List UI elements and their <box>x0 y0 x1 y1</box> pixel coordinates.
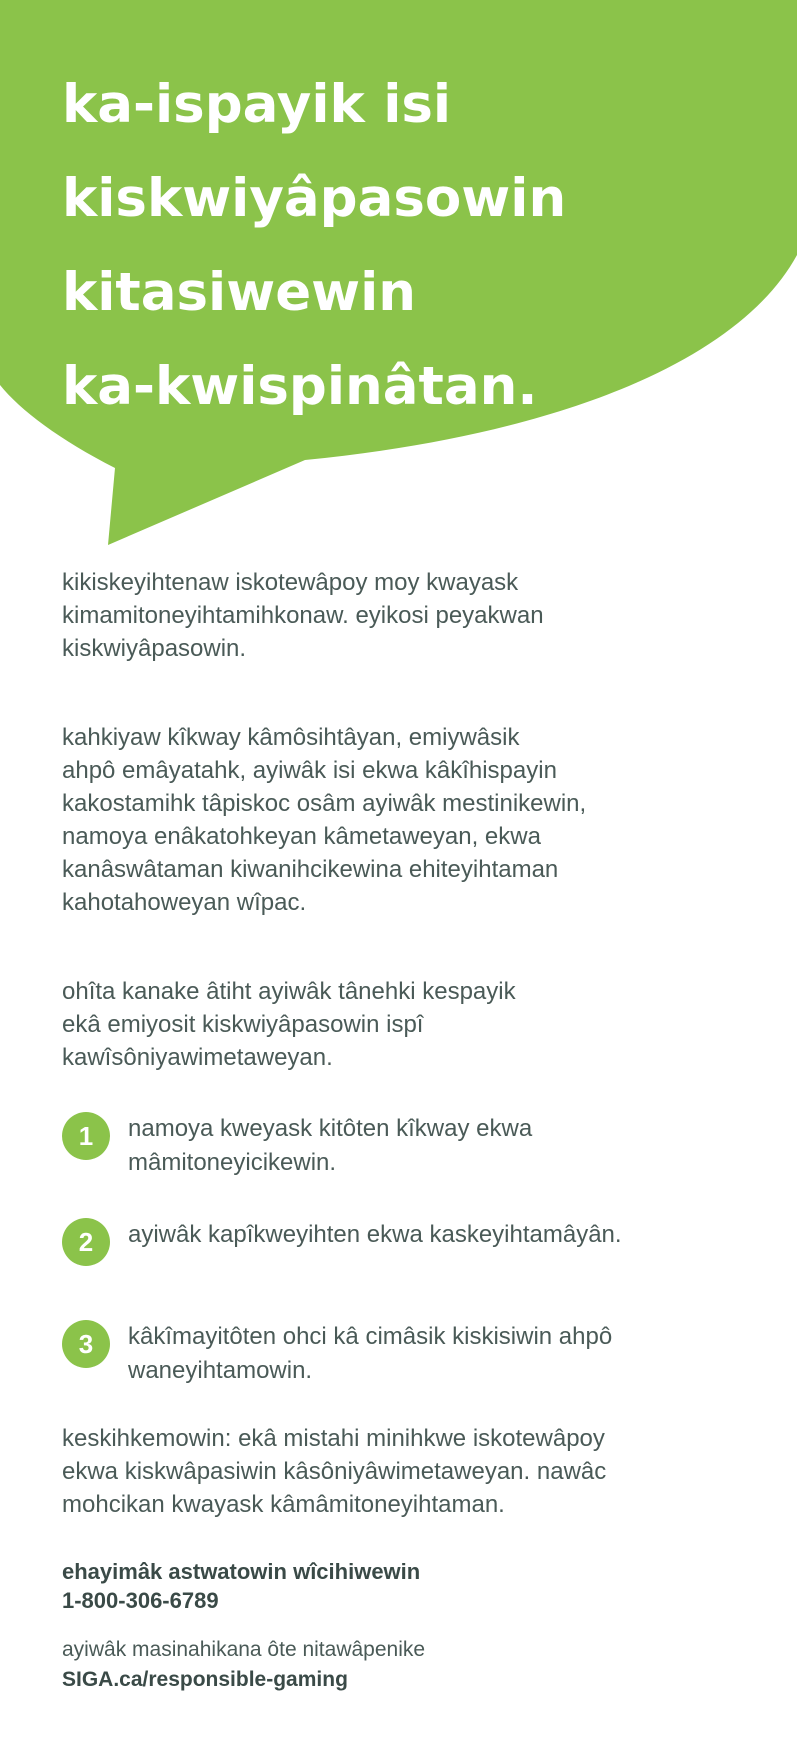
caution-paragraph <box>62 1422 742 1521</box>
caution-line: keskihkemowin: ekâ mistahi minihkwe iskotewâpoy <box>62 1425 605 1452</box>
resources-link[interactable]: SIGA.ca/responsible-gaming <box>62 1668 348 1691</box>
list-item-text <box>128 1218 622 1252</box>
number-badge-1: 1 <box>62 1112 110 1160</box>
signs-line: kahkiyaw kîkway kâmôsihtâyan, emiywâsik <box>62 724 520 751</box>
reasons-line: ekâ emiyosit kiskwiyâpasowin ispî <box>62 1011 424 1038</box>
list-item-line: mâmitoneyicikewin. <box>128 1149 337 1176</box>
intro-line: kikiskeyihtenaw iskotewâpoy moy kwayask <box>62 569 519 596</box>
signs-line: namoya enâkatohkeyan kâmetaweyan, ekwa <box>62 823 541 850</box>
reasons-line: kawîsôniyawimetaweyan. <box>62 1044 333 1071</box>
headline-line-3: kitasiwewin <box>62 262 416 323</box>
number-badge-2: 2 <box>62 1218 110 1266</box>
headline-line-1: ka-ispayik isi <box>62 74 452 135</box>
caution-line: ekwa kiskwâpasiwin kâsôniyâwimetaweyan. nawâc <box>62 1458 607 1485</box>
intro-line: kimamitoneyihtamihkonaw. eyikosi peyakwan <box>62 602 544 629</box>
list-item <box>62 1112 742 1180</box>
intro-line: kiskwiyâpasowin. <box>62 635 247 662</box>
intro-paragraph <box>62 566 742 665</box>
body-content <box>62 566 742 1695</box>
caution-line: mohcikan kwayask kâmâmitoneyihtaman. <box>62 1491 505 1518</box>
signs-line: ahpô emâyatahk, ayiwâk isi ekwa kâkîhispayin <box>62 757 557 784</box>
signs-line: kakostamihk tâpiskoc osâm ayiwâk mestinikewin, <box>62 790 587 817</box>
headline-line-2: kiskwiyâpasowin <box>62 168 567 229</box>
resources-block <box>62 1635 742 1695</box>
signs-paragraph <box>62 721 742 919</box>
number-badge-3: 3 <box>62 1320 110 1368</box>
list-item-line: waneyihtamowin. <box>128 1357 313 1384</box>
list-item <box>62 1218 742 1266</box>
signs-line: kahotahoweyan wîpac. <box>62 889 307 916</box>
helpline-label: ehayimâk astwatowin wîcihiwewin <box>62 1559 421 1584</box>
resources-label: ayiwâk masinahikana ôte nitawâpenike <box>62 1638 426 1661</box>
list-item <box>62 1320 742 1388</box>
list-item-text <box>128 1320 612 1388</box>
list-item-line: ayiwâk kapîkweyihten ekwa kaskeyihtamâyân. <box>128 1221 622 1248</box>
signs-line: kanâswâtaman kiwanihcikewina ehiteyihtaman <box>62 856 559 883</box>
list-item-line: kâkîmayitôten ohci kâ cimâsik kiskisiwin ahpô <box>128 1323 613 1350</box>
helpline-block <box>62 1557 742 1615</box>
reasons-paragraph <box>62 975 742 1074</box>
list-item-line: namoya kweyask kitôten kîkway ekwa <box>128 1115 533 1142</box>
headline <box>62 58 566 434</box>
helpline-phone[interactable]: 1-800-306-6789 <box>62 1588 219 1613</box>
list-item-text <box>128 1112 532 1180</box>
reasons-line: ohîta kanake âtiht ayiwâk tânehki kespayik <box>62 978 516 1005</box>
headline-line-4: ka-kwispinâtan. <box>62 356 538 417</box>
